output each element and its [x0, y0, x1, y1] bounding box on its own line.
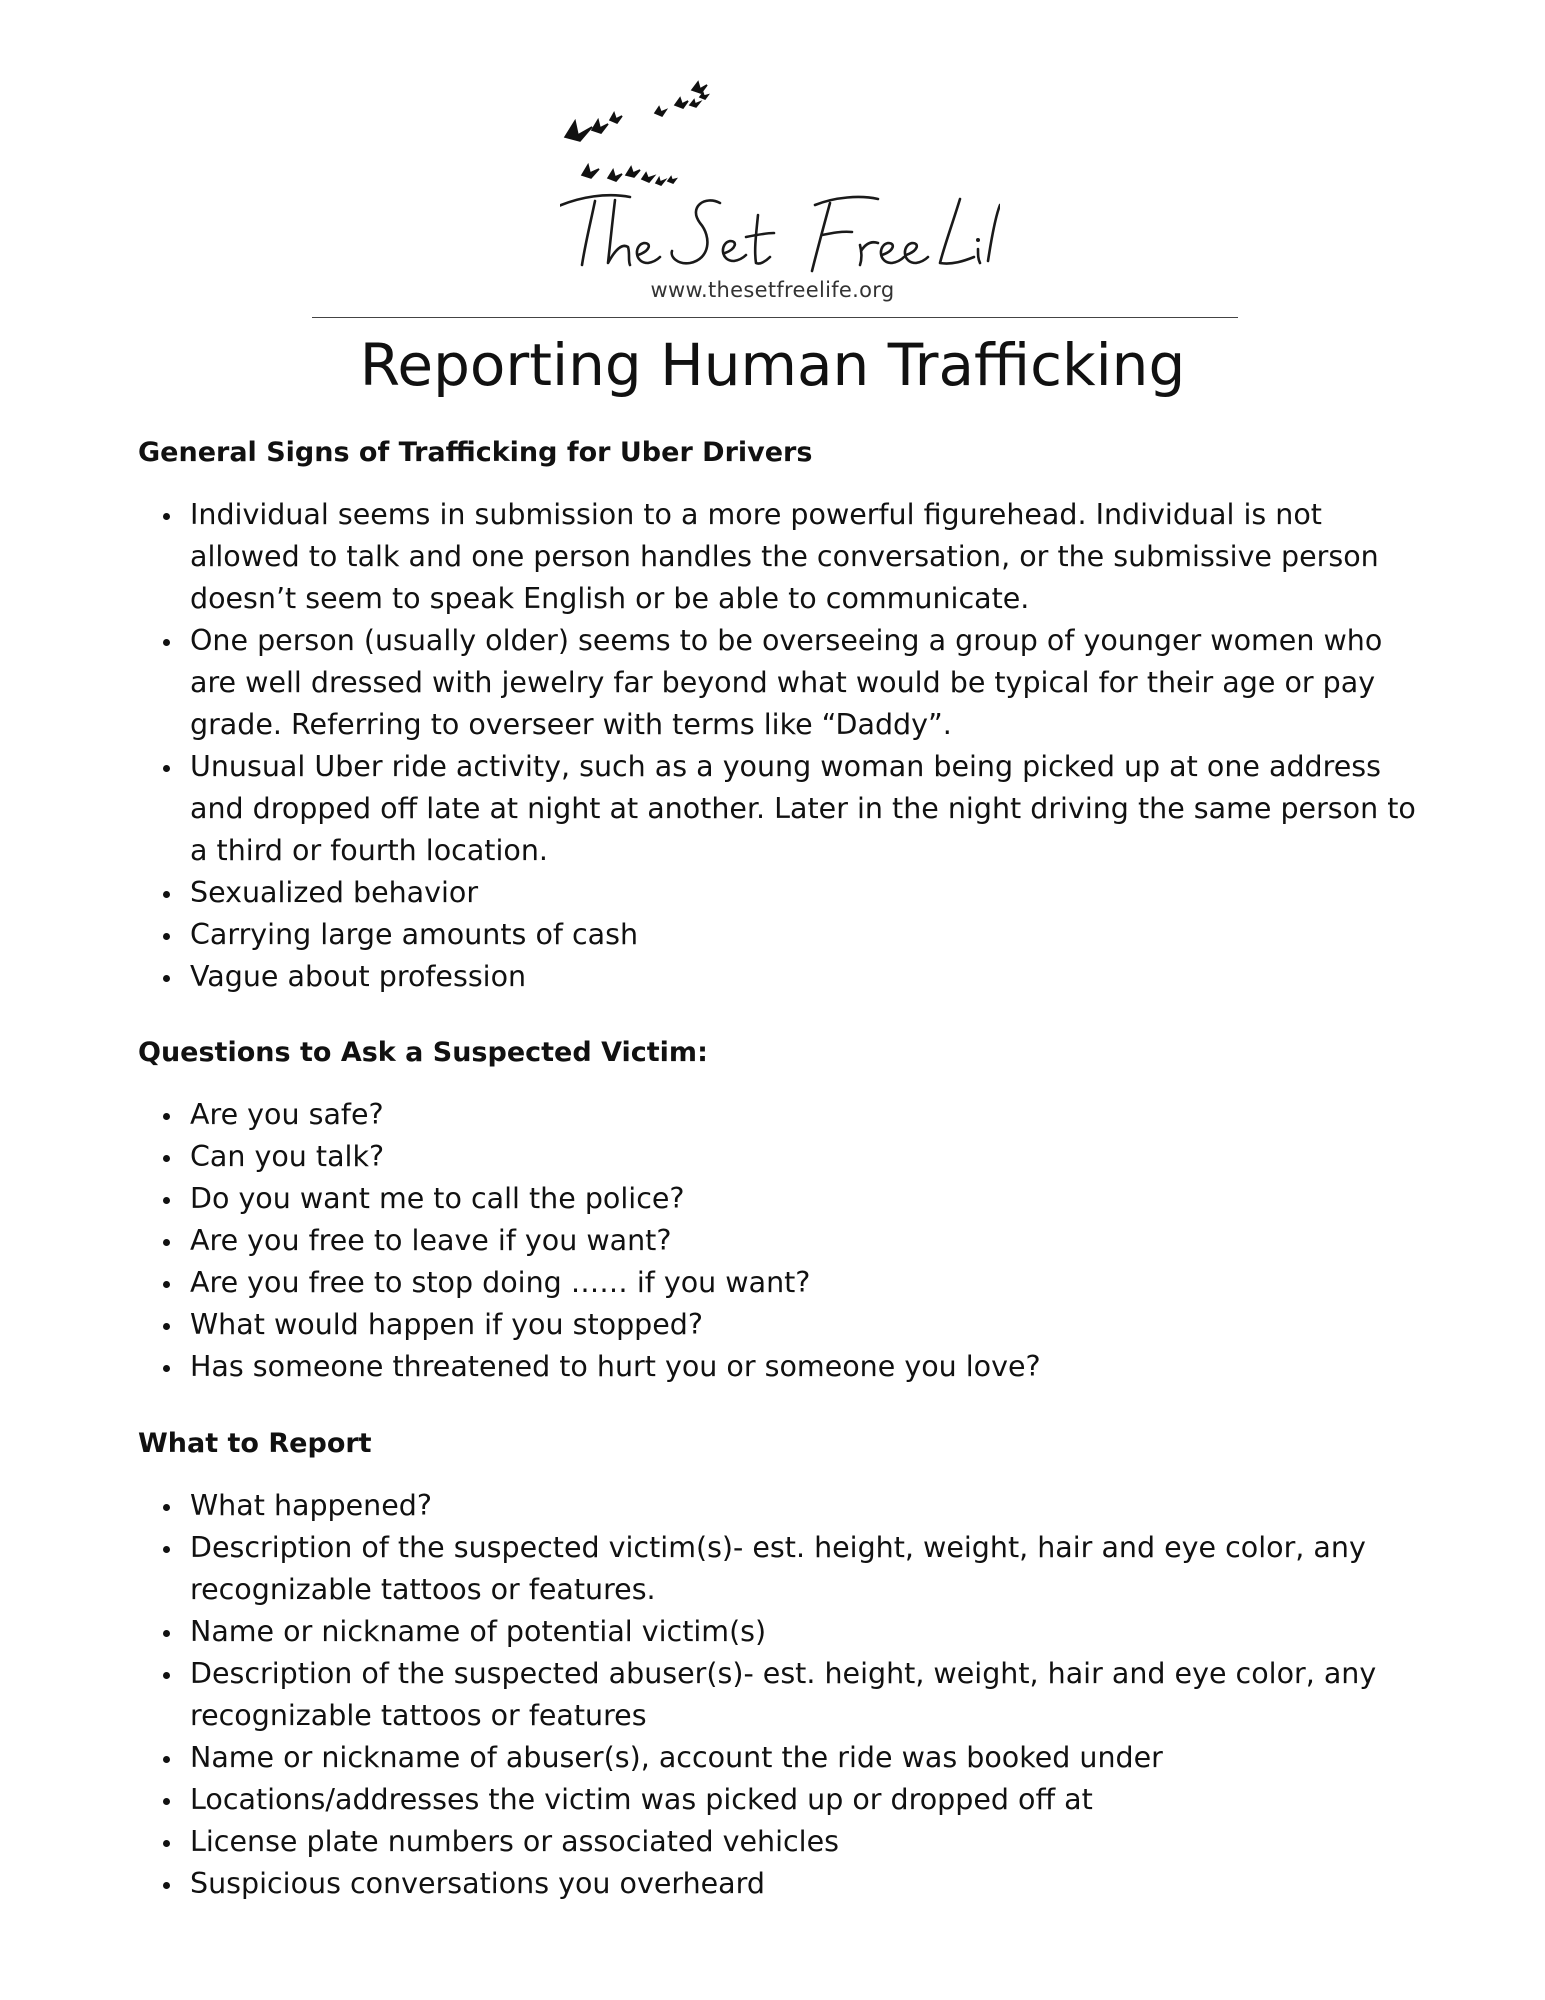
list-item	[138, 1094, 1428, 1136]
list-item	[138, 1136, 1428, 1178]
section-heading: General Signs of Trafficking for Uber Drivers	[138, 437, 813, 468]
list-item-text: Name or nickname of abuser(s), account the ride was booked under	[190, 1741, 1163, 1774]
list-item-text: Suspicious conversations you overheard	[190, 1867, 765, 1900]
list-item	[138, 746, 1428, 872]
bullet-icon	[163, 1239, 170, 1246]
section-what-to-report	[138, 1424, 1428, 1905]
website-url: www.thesetfreelife.org	[650, 278, 895, 302]
list-item	[138, 1178, 1428, 1220]
list-item-text: Do you want me to call the police?	[190, 1182, 685, 1215]
list-item-text: Has someone threatened to hurt you or someone you love?	[190, 1350, 1041, 1383]
section-heading: What to Report	[138, 1428, 372, 1459]
list-item-text: Can you talk?	[190, 1140, 385, 1173]
section-general-signs	[138, 433, 1428, 998]
list-item	[138, 1611, 1428, 1653]
list-item-text: Locations/addresses the victim was picked up or dropped off at	[190, 1783, 1093, 1816]
flock-of-birds-icon	[560, 75, 1000, 275]
list-item-text: What would happen if you stopped?	[190, 1308, 704, 1341]
list-item	[138, 872, 1428, 914]
bullet-icon	[163, 639, 170, 646]
list-item-text: Vague about profession	[190, 960, 527, 993]
bullet-list	[138, 494, 1428, 998]
list-item-text: Name or nickname of potential victim(s)	[190, 1615, 767, 1648]
list-item-text: Description of the suspected victim(s)- est. height, weight, hair and eye color, any recognizable tattoos or features.	[190, 1531, 1366, 1606]
list-item	[138, 1779, 1428, 1821]
bullet-icon	[163, 933, 170, 940]
bullet-icon	[163, 1281, 170, 1288]
section-questions	[138, 1033, 1428, 1388]
bullet-icon	[163, 1504, 170, 1511]
list-item	[138, 620, 1428, 746]
bullet-icon	[163, 1197, 170, 1204]
list-item	[138, 1821, 1428, 1863]
list-item	[138, 1863, 1428, 1905]
bullet-icon	[163, 891, 170, 898]
list-item-text: Are you safe?	[190, 1098, 384, 1131]
list-item-text: One person (usually older) seems to be overseeing a group of younger women who are well dressed with jewelry far beyond what would be typical for their age or pay grade. Referring to overseer with terms like “Daddy”.	[190, 624, 1383, 741]
bullet-icon	[163, 1546, 170, 1553]
list-item	[138, 956, 1428, 998]
header-divider	[312, 317, 1238, 318]
list-item	[138, 914, 1428, 956]
bullet-icon	[163, 1113, 170, 1120]
bullet-list	[138, 1485, 1428, 1905]
list-item	[138, 1737, 1428, 1779]
bullet-icon	[163, 765, 170, 772]
section-heading: Questions to Ask a Suspected Victim:	[138, 1037, 708, 1068]
bullet-list	[138, 1094, 1428, 1388]
list-item-text: License plate numbers or associated vehicles	[190, 1825, 839, 1858]
list-item-text: Unusual Uber ride activity, such as a young woman being picked up at one address and dropped off late at night at another. Later in the night driving the same person to a third or fourth location.	[190, 750, 1416, 867]
list-item-text: Individual seems in submission to a more powerful figurehead. Individual is not allowed to talk and one person handles the conversation, or the submissive person doesn’t seem to speak English or be able to communicate.	[190, 498, 1379, 615]
list-item	[138, 1485, 1428, 1527]
list-item	[138, 1220, 1428, 1262]
bullet-icon	[163, 1798, 170, 1805]
page-title: Reporting Human Trafficking	[359, 331, 1186, 399]
brand-logo	[560, 75, 1000, 305]
list-item-text: Are you free to stop doing …… if you want?	[190, 1266, 811, 1299]
bullet-icon	[163, 1756, 170, 1763]
list-item-text: What happened?	[190, 1489, 432, 1522]
bullet-icon	[163, 513, 170, 520]
bullet-icon	[163, 1630, 170, 1637]
list-item-text: Sexualized behavior	[190, 876, 479, 909]
bullet-icon	[163, 1323, 170, 1330]
list-item	[138, 494, 1428, 620]
list-item-text: Are you free to leave if you want?	[190, 1224, 672, 1257]
bullet-icon	[163, 1672, 170, 1679]
list-item	[138, 1527, 1428, 1611]
list-item	[138, 1262, 1428, 1304]
list-item	[138, 1304, 1428, 1346]
list-item-text: Description of the suspected abuser(s)- est. height, weight, hair and eye color, any recognizable tattoos or features	[190, 1657, 1377, 1732]
bullet-icon	[163, 1882, 170, 1889]
bullet-icon	[163, 1365, 170, 1372]
bullet-icon	[163, 1840, 170, 1847]
bullet-icon	[163, 1155, 170, 1162]
list-item-text: Carrying large amounts of cash	[190, 918, 639, 951]
list-item	[138, 1346, 1428, 1388]
bullet-icon	[163, 975, 170, 982]
list-item	[138, 1653, 1428, 1737]
